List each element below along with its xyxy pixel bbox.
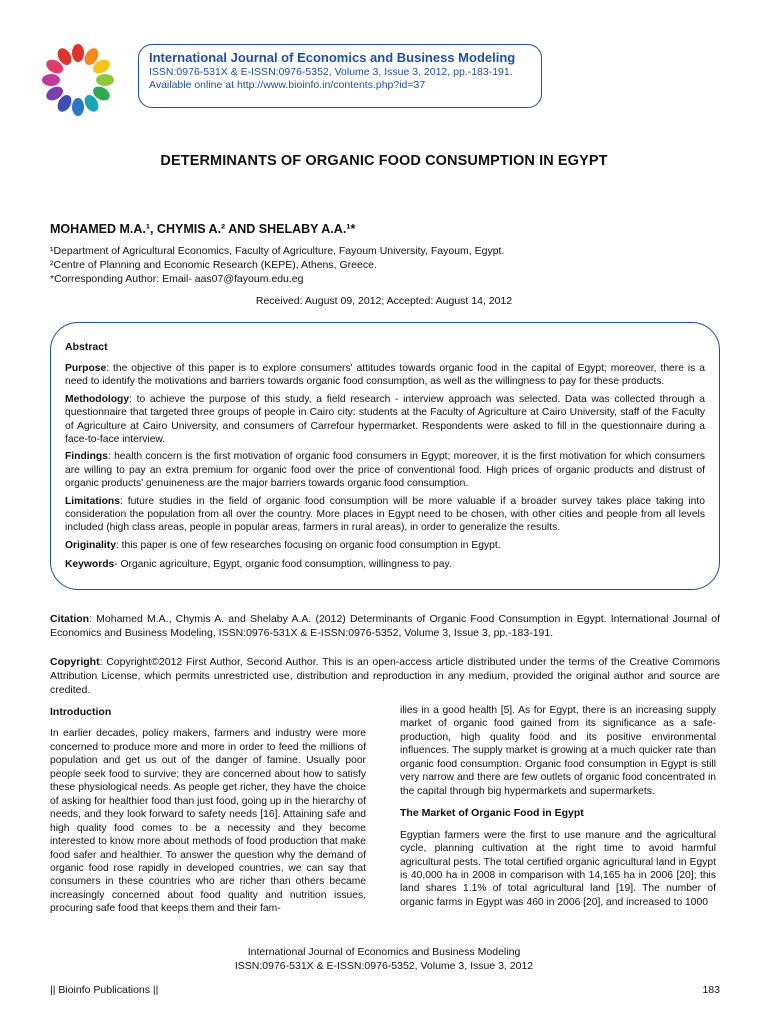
right-paragraph-1: ilies in a good health [5]. As for Egypt, there is an increasing supply market of organic food gained from its significance as a safe-production, high quality food and its positive environmental influences. The supply market is growing at a much quicker rate than organic food consumption. Organic food consumption in Egypt is still very narrow and there are few outlets of organic food concentrated in the capital through big hypermarkets and supermarkets. bbox=[400, 705, 716, 797]
paper-title: DETERMINANTS OF ORGANIC FOOD CONSUMPTION IN EGYPT bbox=[160, 153, 608, 169]
journal-issn: ISSN:0976-531X & E-ISSN:0976-5352, Volume 3, Issue 3, 2012, pp.-183-191. bbox=[149, 66, 513, 78]
right-column bbox=[400, 704, 716, 909]
affiliation-2: ²Centre of Planning and Economic Research (KEPE), Athens, Greece. bbox=[50, 259, 377, 271]
authors: MOHAMED M.A.¹, CHYMIS A.² AND SHELABY A.A.¹* bbox=[50, 222, 356, 236]
page-number: 183 bbox=[702, 984, 720, 996]
citation: Citation: Mohamed M.A., Chymis A. and Shelaby A.A. (2012) Determinants of Organic Food Consumption in Egypt. International Journal of Economics and Business Modeling, ISSN:0976-531X & E-ISSN:0976-5352, Volume 3, Issue 3, pp.-183-191. bbox=[50, 613, 720, 639]
corresponding-author: *Corresponding Author: Email- aas07@fayoum.edu.eg bbox=[50, 273, 304, 285]
abstract-limitations: Limitations: future studies in the field of organic food consumption will be more valuable if a broader survey takes place taking into consideration the population from all over the country. More places in Egypt need to be chosen, with other cities and people from all levels included (high class areas, people in popular areas, farmers in rural areas), in order to generalize the results. bbox=[65, 495, 705, 534]
received-accepted-dates: Received: August 09, 2012; Accepted: August 14, 2012 bbox=[255, 295, 513, 307]
footer-journal bbox=[0, 946, 768, 973]
abstract-keywords: Keywords- Organic agriculture, Egypt, organic food consumption, willingness to pay. bbox=[65, 559, 452, 571]
left-column bbox=[50, 706, 366, 916]
introduction-paragraph: In earlier decades, policy makers, farmers and industry were more concerned to produce more and more in order to feed the millions of population and get us out of the danger of famine. Usually poor people seek food to survive; they are concerned about how to satisfy these physiological needs. As people get richer, they have the choice of asking for healthier food than just food, going up in the hierarchy of needs, and they look forward to safety needs [16]. Attaining safe and high quality food comes to be a necessity and they become interested to know more about methods of food production that make food safer and healthier. To answer the question why the demand of organic food rose rapidly in developed countries, we can say that consumers in these countries who are richer than others became increasingly concerned about food quality and nutrition issues, procuring safe food that keeps them and their fam- bbox=[50, 728, 366, 915]
abstract-box bbox=[50, 322, 720, 590]
copyright: Copyright: Copyright©2012 First Author, Second Author. This is an open-access article distributed under the terms of the Creative Commons Attribution License, which permits unrestricted use, distribution and reproduction in any medium, provided the original author and source are credited. bbox=[50, 656, 720, 696]
footer-journal-name: International Journal of Economics and Business Modeling bbox=[247, 946, 521, 958]
right-paragraph-2: Egyptian farmers were the first to use manure and the agricultural cycle, planning cultivation at the right time to avoid harmful agricultural pests. The total certified organic agricultural land in Egypt is 40,000 ha in 2008 in comparison with 14,165 ha in 2006 [20]; this land shares 1.1% of total agricultural land [19]. The number of organic farms in Egypt was 460 in 2006 [20], and increased to 1000 bbox=[400, 829, 716, 908]
journal-header-box bbox=[138, 44, 542, 108]
journal-online-link[interactable]: Available online at http://www.bioinfo.in/contents.php?id=37 bbox=[149, 79, 426, 91]
journal-logo-icon bbox=[40, 42, 116, 118]
section-heading-introduction: Introduction bbox=[50, 706, 112, 718]
affiliation-1: ¹Department of Agricultural Economics, Faculty of Agriculture, Fayoum University, Fayoum, Egypt. bbox=[50, 245, 505, 257]
footer-publisher: || Bioinfo Publications || bbox=[50, 984, 159, 996]
abstract-findings: Findings: health concern is the first motivation of organic food consumers in Egypt; moreover, it is the first motivation for which consumers are willing to pay an extra premium for organic food over the price of conventional food. High prices of organic products and distrust of organic products' genuineness are the major barriers towards organic food consumption. bbox=[65, 451, 705, 490]
footer-issn: ISSN:0976-531X & E-ISSN:0976-5352, Volume 3, Issue 3, 2012 bbox=[234, 959, 534, 972]
abstract-originality: Originality: this paper is one of few researches focusing on organic food consumption in Egypt. bbox=[65, 539, 501, 551]
abstract-purpose: Purpose: the objective of this paper is to explore consumers' attitudes towards organic food in the capital of Egypt; moreover, there is a need to identify the motivations and barriers towards organic food consumption, as well as the willingness to pay for these products. bbox=[65, 363, 705, 388]
journal-title: International Journal of Economics and Business Modeling bbox=[149, 50, 516, 65]
abstract-heading: Abstract bbox=[65, 341, 108, 353]
abstract-methodology: Methodology: to achieve the purpose of this study, a field research - interview approach was selected. Data was collected through a questionnaire that targeted three groups of people in Cairo city: students at the Faculty of Agriculture at Cairo University, staff of the Faculty of Agriculture at Cairo University, and consumers of Carrefour hypermarket. Respondents were asked to fill in the questionnaire during a face-to-face interview. bbox=[65, 393, 705, 446]
section-heading-market: The Market of Organic Food in Egypt bbox=[400, 807, 584, 820]
